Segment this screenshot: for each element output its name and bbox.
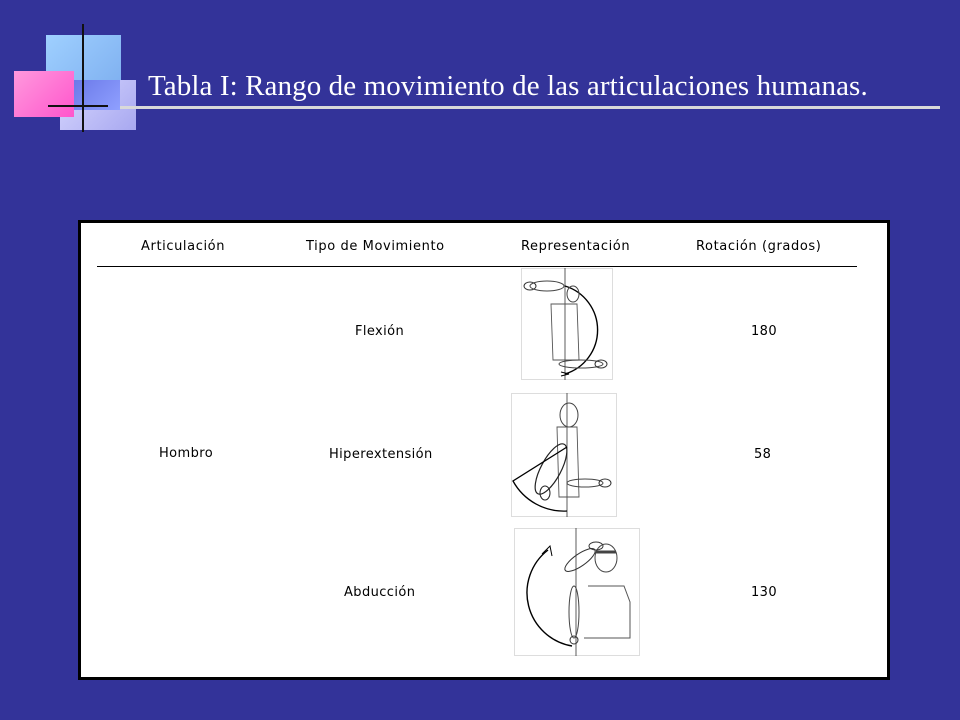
- movement-cell-flexion: Flexión: [355, 324, 405, 339]
- flexion-figure: [521, 268, 613, 380]
- motion-range-table: [78, 220, 890, 680]
- header-tipo-movimiento: Tipo de Movimiento: [306, 239, 445, 254]
- header-rotacion: Rotación (grados): [696, 239, 822, 254]
- decorative-vertical-line: [82, 24, 84, 132]
- movement-cell-hiperextension: Hiperextensión: [329, 447, 433, 462]
- hiperextension-figure: [511, 393, 617, 517]
- rotation-cell-hiperextension: 58: [754, 447, 772, 462]
- header-representacion: Representación: [521, 239, 631, 254]
- joint-cell: Hombro: [159, 446, 214, 461]
- header-articulacion: Articulación: [141, 239, 226, 254]
- rotation-cell-abduccion: 130: [751, 585, 778, 600]
- slide-title: Tabla I: Rango de movimiento de las articulaciones humanas.: [148, 70, 868, 102]
- decorative-square-pink: [14, 71, 74, 117]
- abduccion-figure: [514, 528, 640, 656]
- header-divider: [97, 266, 857, 267]
- title-underline: [120, 106, 940, 109]
- rotation-cell-flexion: 180: [751, 324, 778, 339]
- movement-cell-abduccion: Abducción: [344, 585, 416, 600]
- decorative-horizontal-line: [48, 105, 108, 107]
